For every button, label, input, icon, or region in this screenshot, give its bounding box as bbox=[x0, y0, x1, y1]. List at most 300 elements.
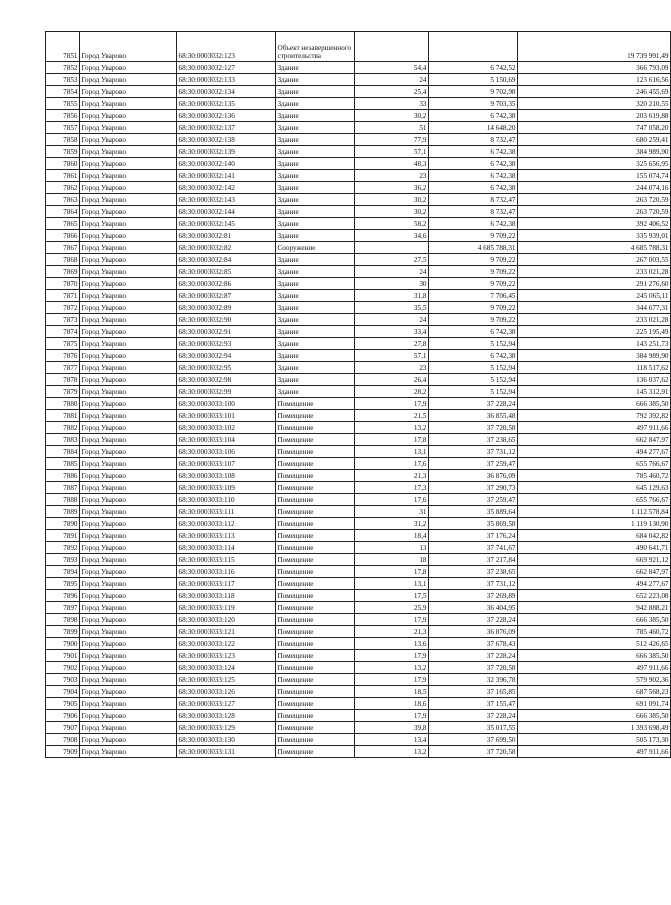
cadastral-number-cell: 68:30:0003033:111 bbox=[177, 506, 276, 518]
settlement-cell: Город Уварово bbox=[80, 362, 177, 374]
area-cell: 23 bbox=[355, 362, 429, 374]
table-row bbox=[46, 146, 671, 158]
cadastral-number-cell: 68:30:0003032:138 bbox=[177, 134, 276, 146]
cadastral-number-cell: 68:30:0003032:133 bbox=[177, 74, 276, 86]
total-cost-cell: 1 119 130,90 bbox=[518, 518, 671, 530]
area-cell: 21,5 bbox=[355, 410, 429, 422]
settlement-cell: Город Уварово bbox=[80, 62, 177, 74]
object-type-cell: Объект незавершенного строительства bbox=[276, 32, 355, 62]
settlement-cell: Город Уварово bbox=[80, 506, 177, 518]
total-cost-cell: 785 460,72 bbox=[518, 626, 671, 638]
object-type-cell: Здание bbox=[276, 146, 355, 158]
settlement-cell: Город Уварово bbox=[80, 482, 177, 494]
unit-cost-cell bbox=[429, 32, 518, 62]
settlement-cell: Город Уварово bbox=[80, 374, 177, 386]
unit-cost-cell: 37 238,65 bbox=[429, 434, 518, 446]
table-row bbox=[46, 290, 671, 302]
object-type-cell: Помещение bbox=[276, 398, 355, 410]
table-row bbox=[46, 518, 671, 530]
settlement-cell: Город Уварово bbox=[80, 530, 177, 542]
area-cell: 17,9 bbox=[355, 650, 429, 662]
area-cell: 17,9 bbox=[355, 398, 429, 410]
table-row bbox=[46, 122, 671, 134]
total-cost-cell: 512 426,65 bbox=[518, 638, 671, 650]
row-number: 7900 bbox=[46, 638, 80, 650]
area-cell: 26,4 bbox=[355, 374, 429, 386]
row-number: 7860 bbox=[46, 158, 80, 170]
object-type-cell: Помещение bbox=[276, 638, 355, 650]
area-cell: 30 bbox=[355, 278, 429, 290]
total-cost-cell: 505 173,30 bbox=[518, 734, 671, 746]
settlement-cell: Город Уварово bbox=[80, 230, 177, 242]
table-row bbox=[46, 230, 671, 242]
row-number: 7866 bbox=[46, 230, 80, 242]
table-row bbox=[46, 374, 671, 386]
cadastral-number-cell: 68:30:0003033:119 bbox=[177, 602, 276, 614]
object-type-cell: Помещение bbox=[276, 410, 355, 422]
area-cell: 33,4 bbox=[355, 326, 429, 338]
cadastral-number-cell: 68:30:0003032:94 bbox=[177, 350, 276, 362]
object-type-cell: Помещение bbox=[276, 458, 355, 470]
unit-cost-cell: 37 731,12 bbox=[429, 446, 518, 458]
total-cost-cell: 203 619,88 bbox=[518, 110, 671, 122]
settlement-cell: Город Уварово bbox=[80, 434, 177, 446]
table-row bbox=[46, 134, 671, 146]
object-type-cell: Помещение bbox=[276, 518, 355, 530]
object-type-cell: Здание bbox=[276, 314, 355, 326]
object-type-cell: Здание bbox=[276, 134, 355, 146]
unit-cost-cell: 9 703,35 bbox=[429, 98, 518, 110]
row-number: 7881 bbox=[46, 410, 80, 422]
table-row bbox=[46, 86, 671, 98]
total-cost-cell: 344 677,31 bbox=[518, 302, 671, 314]
table-row bbox=[46, 206, 671, 218]
cadastral-number-cell: 68:30:0003032:137 bbox=[177, 122, 276, 134]
row-number: 7877 bbox=[46, 362, 80, 374]
settlement-cell: Город Уварово bbox=[80, 146, 177, 158]
object-type-cell: Помещение bbox=[276, 554, 355, 566]
row-number: 7874 bbox=[46, 326, 80, 338]
table-row bbox=[46, 398, 671, 410]
settlement-cell: Город Уварово bbox=[80, 566, 177, 578]
area-cell: 17,8 bbox=[355, 434, 429, 446]
settlement-cell: Город Уварово bbox=[80, 614, 177, 626]
object-type-cell: Помещение bbox=[276, 746, 355, 758]
total-cost-cell: 666 385,50 bbox=[518, 398, 671, 410]
unit-cost-cell: 6 742,38 bbox=[429, 170, 518, 182]
table-row bbox=[46, 242, 671, 254]
total-cost-cell: 494 277,67 bbox=[518, 446, 671, 458]
row-number: 7878 bbox=[46, 374, 80, 386]
cadastral-number-cell: 68:30:0003033:106 bbox=[177, 446, 276, 458]
property-table bbox=[45, 31, 671, 758]
settlement-cell: Город Уварово bbox=[80, 698, 177, 710]
cadastral-number-cell: 68:30:0003032:135 bbox=[177, 98, 276, 110]
unit-cost-cell: 9 702,98 bbox=[429, 86, 518, 98]
object-type-cell: Помещение bbox=[276, 674, 355, 686]
row-number: 7888 bbox=[46, 494, 80, 506]
object-type-cell: Здание bbox=[276, 110, 355, 122]
cadastral-number-cell: 68:30:0003033:114 bbox=[177, 542, 276, 554]
unit-cost-cell: 14 648,20 bbox=[429, 122, 518, 134]
row-number: 7891 bbox=[46, 530, 80, 542]
object-type-cell: Помещение bbox=[276, 446, 355, 458]
table-row bbox=[46, 530, 671, 542]
settlement-cell: Город Уварово bbox=[80, 494, 177, 506]
object-type-cell: Помещение bbox=[276, 542, 355, 554]
settlement-cell: Город Уварово bbox=[80, 254, 177, 266]
settlement-cell: Город Уварово bbox=[80, 542, 177, 554]
row-number: 7880 bbox=[46, 398, 80, 410]
object-type-cell: Здание bbox=[276, 62, 355, 74]
table-row bbox=[46, 362, 671, 374]
table-row bbox=[46, 218, 671, 230]
cadastral-number-cell: 68:30:0003032:90 bbox=[177, 314, 276, 326]
settlement-cell: Город Уварово bbox=[80, 386, 177, 398]
object-type-cell: Здание bbox=[276, 254, 355, 266]
cadastral-number-cell: 68:30:0003032:140 bbox=[177, 158, 276, 170]
total-cost-cell: 792 392,82 bbox=[518, 410, 671, 422]
total-cost-cell: 785 460,72 bbox=[518, 470, 671, 482]
settlement-cell: Город Уварово bbox=[80, 290, 177, 302]
total-cost-cell: 497 911,66 bbox=[518, 662, 671, 674]
area-cell: 17,9 bbox=[355, 710, 429, 722]
settlement-cell: Город Уварово bbox=[80, 458, 177, 470]
total-cost-cell: 291 276,60 bbox=[518, 278, 671, 290]
cadastral-number-cell: 68:30:0003033:118 bbox=[177, 590, 276, 602]
cadastral-number-cell: 68:30:0003033:100 bbox=[177, 398, 276, 410]
total-cost-cell: 662 847,97 bbox=[518, 566, 671, 578]
table-row bbox=[46, 182, 671, 194]
row-number: 7872 bbox=[46, 302, 80, 314]
unit-cost-cell: 37 678,43 bbox=[429, 638, 518, 650]
table-row bbox=[46, 734, 671, 746]
total-cost-cell: 392 406,52 bbox=[518, 218, 671, 230]
settlement-cell: Город Уварово bbox=[80, 302, 177, 314]
row-number: 7903 bbox=[46, 674, 80, 686]
settlement-cell: Город Уварово bbox=[80, 218, 177, 230]
settlement-cell: Город Уварово bbox=[80, 206, 177, 218]
cadastral-number-cell: 68:30:0003033:128 bbox=[177, 710, 276, 722]
settlement-cell: Город Уварово bbox=[80, 158, 177, 170]
area-cell: 17,9 bbox=[355, 614, 429, 626]
row-number: 7863 bbox=[46, 194, 80, 206]
cadastral-number-cell: 68:30:0003032:95 bbox=[177, 362, 276, 374]
settlement-cell: Город Уварово bbox=[80, 422, 177, 434]
row-number: 7897 bbox=[46, 602, 80, 614]
area-cell: 13 bbox=[355, 542, 429, 554]
table-row bbox=[46, 698, 671, 710]
settlement-cell: Город Уварово bbox=[80, 650, 177, 662]
row-number: 7855 bbox=[46, 98, 80, 110]
row-number: 7858 bbox=[46, 134, 80, 146]
cadastral-number-cell: 68:30:0003033:110 bbox=[177, 494, 276, 506]
table-row bbox=[46, 350, 671, 362]
area-cell: 13,2 bbox=[355, 746, 429, 758]
row-number: 7868 bbox=[46, 254, 80, 266]
table-row bbox=[46, 338, 671, 350]
total-cost-cell: 494 277,67 bbox=[518, 578, 671, 590]
row-number: 7861 bbox=[46, 170, 80, 182]
cadastral-number-cell: 68:30:0003033:104 bbox=[177, 434, 276, 446]
table-row bbox=[46, 638, 671, 650]
cadastral-number-cell: 68:30:0003032:144 bbox=[177, 206, 276, 218]
table-row bbox=[46, 158, 671, 170]
total-cost-cell: 320 210,55 bbox=[518, 98, 671, 110]
area-cell: 30,2 bbox=[355, 110, 429, 122]
table-row bbox=[46, 722, 671, 734]
settlement-cell: Город Уварово bbox=[80, 590, 177, 602]
unit-cost-cell: 37 228,24 bbox=[429, 650, 518, 662]
unit-cost-cell: 4 685 788,31 bbox=[429, 242, 518, 254]
total-cost-cell: 143 251,73 bbox=[518, 338, 671, 350]
area-cell: 13,2 bbox=[355, 662, 429, 674]
row-number: 7856 bbox=[46, 110, 80, 122]
total-cost-cell: 267 003,55 bbox=[518, 254, 671, 266]
row-number: 7851 bbox=[46, 32, 80, 62]
table-row bbox=[46, 314, 671, 326]
total-cost-cell: 335 939,01 bbox=[518, 230, 671, 242]
object-type-cell: Помещение bbox=[276, 470, 355, 482]
cadastral-number-cell: 68:30:0003032:139 bbox=[177, 146, 276, 158]
area-cell: 27,8 bbox=[355, 338, 429, 350]
row-number: 7886 bbox=[46, 470, 80, 482]
settlement-cell: Город Уварово bbox=[80, 278, 177, 290]
unit-cost-cell: 9 709,22 bbox=[429, 266, 518, 278]
object-type-cell: Помещение bbox=[276, 578, 355, 590]
area-cell: 30,2 bbox=[355, 206, 429, 218]
row-number: 7896 bbox=[46, 590, 80, 602]
object-type-cell: Помещение bbox=[276, 698, 355, 710]
row-number: 7898 bbox=[46, 614, 80, 626]
table-row bbox=[46, 386, 671, 398]
total-cost-cell: 687 568,23 bbox=[518, 686, 671, 698]
cadastral-number-cell: 68:30:0003033:107 bbox=[177, 458, 276, 470]
cadastral-number-cell: 68:30:0003033:101 bbox=[177, 410, 276, 422]
object-type-cell: Здание bbox=[276, 194, 355, 206]
unit-cost-cell: 6 742,52 bbox=[429, 62, 518, 74]
table-row bbox=[46, 170, 671, 182]
table-row bbox=[46, 194, 671, 206]
table-row bbox=[46, 506, 671, 518]
cadastral-number-cell: 68:30:0003032:86 bbox=[177, 278, 276, 290]
unit-cost-cell: 32 396,78 bbox=[429, 674, 518, 686]
table-row bbox=[46, 650, 671, 662]
settlement-cell: Город Уварово bbox=[80, 602, 177, 614]
unit-cost-cell: 35 869,58 bbox=[429, 518, 518, 530]
object-type-cell: Помещение bbox=[276, 710, 355, 722]
row-number: 7909 bbox=[46, 746, 80, 758]
unit-cost-cell: 37 259,47 bbox=[429, 458, 518, 470]
unit-cost-cell: 37 741,67 bbox=[429, 542, 518, 554]
table-row bbox=[46, 32, 671, 62]
unit-cost-cell: 37 165,85 bbox=[429, 686, 518, 698]
area-cell: 34,6 bbox=[355, 230, 429, 242]
unit-cost-cell: 8 732,47 bbox=[429, 134, 518, 146]
unit-cost-cell: 8 732,47 bbox=[429, 206, 518, 218]
table-row bbox=[46, 266, 671, 278]
object-type-cell: Помещение bbox=[276, 506, 355, 518]
total-cost-cell: 655 766,67 bbox=[518, 494, 671, 506]
total-cost-cell: 145 312,91 bbox=[518, 386, 671, 398]
cadastral-number-cell: 68:30:0003032:145 bbox=[177, 218, 276, 230]
object-type-cell: Здание bbox=[276, 266, 355, 278]
table-row bbox=[46, 74, 671, 86]
unit-cost-cell: 5 152,94 bbox=[429, 338, 518, 350]
row-number: 7854 bbox=[46, 86, 80, 98]
cadastral-number-cell: 68:30:0003033:129 bbox=[177, 722, 276, 734]
settlement-cell: Город Уварово bbox=[80, 182, 177, 194]
cadastral-number-cell: 68:30:0003032:81 bbox=[177, 230, 276, 242]
total-cost-cell: 233 021,28 bbox=[518, 266, 671, 278]
table-row bbox=[46, 554, 671, 566]
total-cost-cell: 246 455,69 bbox=[518, 86, 671, 98]
table-row bbox=[46, 110, 671, 122]
table-row bbox=[46, 614, 671, 626]
row-number: 7869 bbox=[46, 266, 80, 278]
row-number: 7857 bbox=[46, 122, 80, 134]
table-row bbox=[46, 302, 671, 314]
settlement-cell: Город Уварово bbox=[80, 578, 177, 590]
cadastral-number-cell: 68:30:0003033:125 bbox=[177, 674, 276, 686]
settlement-cell: Город Уварово bbox=[80, 242, 177, 254]
settlement-cell: Город Уварово bbox=[80, 170, 177, 182]
row-number: 7902 bbox=[46, 662, 80, 674]
cadastral-number-cell: 68:30:0003033:126 bbox=[177, 686, 276, 698]
settlement-cell: Город Уварово bbox=[80, 638, 177, 650]
unit-cost-cell: 6 742,38 bbox=[429, 350, 518, 362]
cadastral-number-cell: 68:30:0003032:89 bbox=[177, 302, 276, 314]
object-type-cell: Здание bbox=[276, 230, 355, 242]
cadastral-number-cell: 68:30:0003033:117 bbox=[177, 578, 276, 590]
object-type-cell: Помещение bbox=[276, 614, 355, 626]
object-type-cell: Сооружение bbox=[276, 242, 355, 254]
area-cell: 31 bbox=[355, 506, 429, 518]
cadastral-number-cell: 68:30:0003033:121 bbox=[177, 626, 276, 638]
area-cell: 23 bbox=[355, 170, 429, 182]
table-row bbox=[46, 542, 671, 554]
table-row bbox=[46, 662, 671, 674]
unit-cost-cell: 37 238,65 bbox=[429, 566, 518, 578]
object-type-cell: Помещение bbox=[276, 434, 355, 446]
table-row bbox=[46, 326, 671, 338]
row-number: 7890 bbox=[46, 518, 80, 530]
table-row bbox=[46, 482, 671, 494]
table-row bbox=[46, 686, 671, 698]
area-cell: 30,2 bbox=[355, 194, 429, 206]
object-type-cell: Здание bbox=[276, 326, 355, 338]
total-cost-cell: 655 766,67 bbox=[518, 458, 671, 470]
unit-cost-cell: 9 709,22 bbox=[429, 314, 518, 326]
cadastral-number-cell: 68:30:0003033:112 bbox=[177, 518, 276, 530]
total-cost-cell: 4 685 788,31 bbox=[518, 242, 671, 254]
object-type-cell: Здание bbox=[276, 170, 355, 182]
unit-cost-cell: 6 742,38 bbox=[429, 158, 518, 170]
table-row bbox=[46, 566, 671, 578]
settlement-cell: Город Уварово bbox=[80, 122, 177, 134]
cadastral-number-cell: 68:30:0003033:108 bbox=[177, 470, 276, 482]
unit-cost-cell: 37 720,58 bbox=[429, 662, 518, 674]
settlement-cell: Город Уварово bbox=[80, 326, 177, 338]
area-cell: 24 bbox=[355, 314, 429, 326]
row-number: 7904 bbox=[46, 686, 80, 698]
unit-cost-cell: 37 731,12 bbox=[429, 578, 518, 590]
cadastral-number-cell: 68:30:0003032:87 bbox=[177, 290, 276, 302]
settlement-cell: Город Уварово bbox=[80, 518, 177, 530]
cadastral-number-cell: 68:30:0003032:127 bbox=[177, 62, 276, 74]
row-number: 7908 bbox=[46, 734, 80, 746]
table-row bbox=[46, 578, 671, 590]
object-type-cell: Помещение bbox=[276, 530, 355, 542]
area-cell: 51 bbox=[355, 122, 429, 134]
total-cost-cell: 384 989,90 bbox=[518, 350, 671, 362]
settlement-cell: Город Уварово bbox=[80, 674, 177, 686]
settlement-cell: Город Уварово bbox=[80, 686, 177, 698]
area-cell: 18 bbox=[355, 554, 429, 566]
row-number: 7853 bbox=[46, 74, 80, 86]
row-number: 7862 bbox=[46, 182, 80, 194]
area-cell bbox=[355, 242, 429, 254]
row-number: 7859 bbox=[46, 146, 80, 158]
settlement-cell: Город Уварово bbox=[80, 86, 177, 98]
area-cell bbox=[355, 32, 429, 62]
row-number: 7883 bbox=[46, 434, 80, 446]
total-cost-cell: 691 091,74 bbox=[518, 698, 671, 710]
object-type-cell: Здание bbox=[276, 362, 355, 374]
area-cell: 33 bbox=[355, 98, 429, 110]
row-number: 7875 bbox=[46, 338, 80, 350]
total-cost-cell: 245 065,11 bbox=[518, 290, 671, 302]
cadastral-number-cell: 68:30:0003033:130 bbox=[177, 734, 276, 746]
object-type-cell: Помещение bbox=[276, 494, 355, 506]
settlement-cell: Город Уварово bbox=[80, 98, 177, 110]
row-number: 7876 bbox=[46, 350, 80, 362]
object-type-cell: Здание bbox=[276, 350, 355, 362]
cadastral-number-cell: 68:30:0003032:143 bbox=[177, 194, 276, 206]
object-type-cell: Помещение bbox=[276, 662, 355, 674]
total-cost-cell: 1 112 578,84 bbox=[518, 506, 671, 518]
total-cost-cell: 244 074,16 bbox=[518, 182, 671, 194]
unit-cost-cell: 9 709,22 bbox=[429, 254, 518, 266]
total-cost-cell: 662 847,97 bbox=[518, 434, 671, 446]
object-type-cell: Здание bbox=[276, 122, 355, 134]
area-cell: 25,4 bbox=[355, 86, 429, 98]
area-cell: 77,9 bbox=[355, 134, 429, 146]
row-number: 7895 bbox=[46, 578, 80, 590]
table-row bbox=[46, 602, 671, 614]
total-cost-cell: 384 989,90 bbox=[518, 146, 671, 158]
row-number: 7906 bbox=[46, 710, 80, 722]
settlement-cell: Город Уварово bbox=[80, 32, 177, 62]
area-cell: 31,2 bbox=[355, 518, 429, 530]
object-type-cell: Здание bbox=[276, 98, 355, 110]
area-cell: 18,5 bbox=[355, 686, 429, 698]
total-cost-cell: 263 720,59 bbox=[518, 194, 671, 206]
total-cost-cell: 645 129,63 bbox=[518, 482, 671, 494]
unit-cost-cell: 9 709,22 bbox=[429, 278, 518, 290]
table-row bbox=[46, 410, 671, 422]
object-type-cell: Помещение bbox=[276, 686, 355, 698]
cadastral-number-cell: 68:30:0003033:131 bbox=[177, 746, 276, 758]
row-number: 7907 bbox=[46, 722, 80, 734]
settlement-cell: Город Уварово bbox=[80, 110, 177, 122]
unit-cost-cell: 37 217,84 bbox=[429, 554, 518, 566]
area-cell: 13,4 bbox=[355, 734, 429, 746]
cadastral-number-cell: 68:30:0003032:84 bbox=[177, 254, 276, 266]
cadastral-number-cell: 68:30:0003033:109 bbox=[177, 482, 276, 494]
area-cell: 18,4 bbox=[355, 530, 429, 542]
settlement-cell: Город Уварово bbox=[80, 350, 177, 362]
